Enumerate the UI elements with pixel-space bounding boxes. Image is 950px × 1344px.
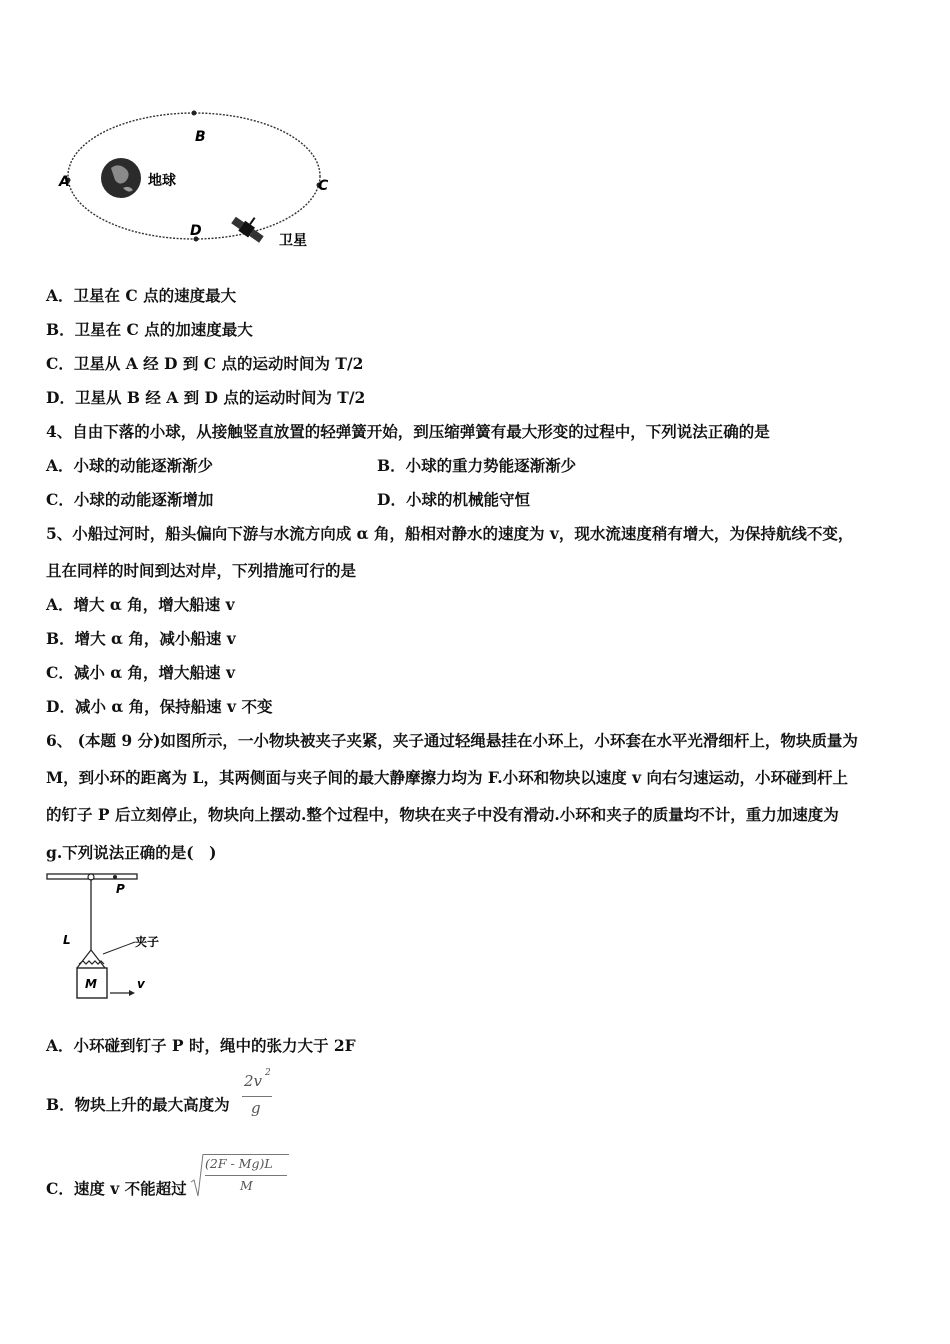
orbit-label-d: D (190, 223, 202, 239)
fraction-c-bar (205, 1175, 287, 1176)
q5-option-a: A．增大 α 角，增大船速 v (46, 595, 235, 614)
orbit-figure (55, 100, 345, 255)
q3-option-d: D．卫星从 B 经 A 到 D 点的运动时间为 T/2 (46, 388, 366, 407)
fraction-b-numerator: 2v (244, 1072, 263, 1090)
satellite-icon (230, 209, 269, 245)
block-label: M (85, 977, 97, 991)
fraction-c-denominator: M (240, 1178, 253, 1193)
fraction-b-bar (242, 1096, 272, 1097)
q6-stem-line1: 6、 (本题 9 分)如图所示，一小物块被夹子夹紧，夹子通过轻绳悬挂在小环上，小环套在水平光滑细杆上，物块质量为 (46, 731, 858, 750)
q6-stem-line4: g.下列说法正确的是( ) (46, 843, 217, 862)
option-b-fraction (240, 1068, 276, 1124)
fraction-b-denominator: g (251, 1099, 261, 1117)
peg-p (113, 875, 117, 879)
q4-option-a: A．小球的动能逐渐渐少 (46, 456, 214, 475)
earth-label: 地球 (148, 173, 176, 189)
q3-option-b: B．卫星在 C 点的加速度最大 (46, 320, 253, 339)
orbit-label-b: B (195, 129, 206, 145)
q6-stem-line2: M，到小环的距离为 L，其两侧面与夹子间的最大静摩擦力均为 F.小环和物块以速度 v 向右匀速运动，小环碰到杆上 (46, 768, 848, 787)
orbit-point-b (192, 111, 197, 116)
q4-option-b: B．小球的重力势能逐渐渐少 (377, 456, 577, 475)
length-label: L (63, 933, 71, 947)
q6-option-b: B．物块上升的最大高度为 (46, 1095, 230, 1114)
q4-stem: 4、自由下落的小球，从接触竖直放置的轻弹簧开始，到压缩弹簧有最大形变的过程中，下列说法正确的是 (46, 422, 770, 441)
orbit-label-c: C (318, 178, 329, 194)
orbit-label-a: A (59, 174, 70, 190)
velocity-label: v (137, 977, 145, 991)
peg-label: P (116, 882, 125, 896)
q6-option-a: A．小环碰到钉子 P 时，绳中的张力大于 2F (46, 1036, 356, 1055)
q6-stem-line3: 的钉子 P 后立刻停止，物块向上摆动.整个过程中，物块在夹子中没有滑动.小环和夹子的质量均不计，重力加速度为 (46, 805, 839, 824)
q5-option-c: C．减小 α 角，增大船速 v (46, 663, 235, 682)
q5-stem-line2: 且在同样的时间到达对岸，下列措施可行的是 (46, 561, 357, 580)
q3-option-c: C．卫星从 A 经 D 到 C 点的运动时间为 T/2 (46, 354, 364, 373)
q5-stem-line1: 5、小船过河时，船头偏向下游与水流方向成 α 角，船相对静水的速度为 v，现水流速度稍有增大，为保持航线不变， (46, 524, 854, 543)
earth-icon (101, 158, 141, 198)
clamp (77, 950, 105, 968)
satellite-label: 卫星 (279, 233, 307, 249)
q5-option-b: B．增大 α 角，减小船速 v (46, 629, 236, 648)
q6-option-c: C．速度 v 不能超过 (46, 1179, 187, 1198)
q3-option-a: A．卫星在 C 点的速度最大 (46, 286, 237, 305)
fraction-b-exponent: 2 (265, 1068, 271, 1078)
sqrt-sign (190, 1152, 204, 1198)
q4-option-c: C．小球的动能逐渐增加 (46, 490, 214, 509)
pendulum-figure (45, 872, 175, 1007)
clamp-label: 夹子 (135, 935, 160, 949)
option-c-sqrt (190, 1152, 294, 1198)
fraction-c-numerator: (2F - Mg)L (205, 1156, 273, 1171)
q4-option-d: D．小球的机械能守恒 (377, 490, 530, 509)
q5-option-d: D．减小 α 角，保持船速 v 不变 (46, 697, 273, 716)
